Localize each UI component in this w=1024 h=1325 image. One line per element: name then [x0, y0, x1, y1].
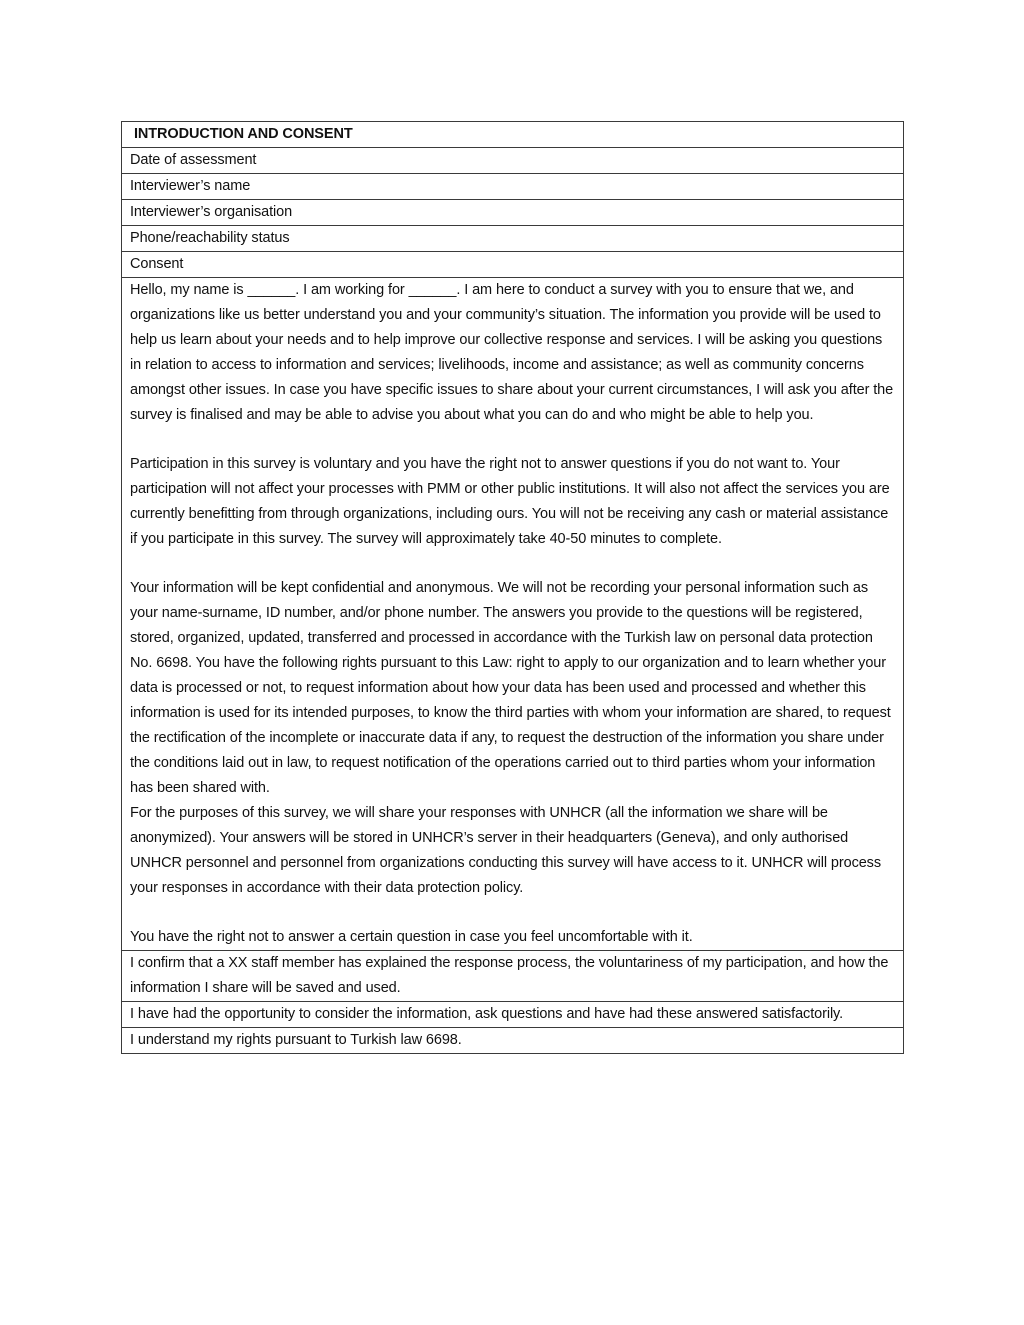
consent-paragraph-data-sharing: For the purposes of this survey, we will share your responses with UNHCR (all the information we share will be anonymized). Your answers will be stored in UNHCR’s server in their headquarters (Geneva), and only authorised UNHCR personnel and personnel from organizations conducting this survey will have access to it. UNHCR will process your responses in accordance with their data protection policy.	[130, 805, 881, 896]
consent-text-cell	[122, 278, 904, 951]
field-label-interviewer-name: Interviewer’s name	[122, 174, 904, 200]
consent-form-table	[121, 121, 904, 1054]
field-label-date-of-assessment: Date of assessment	[122, 148, 904, 174]
field-label-interviewer-organisation: Interviewer’s organisation	[122, 200, 904, 226]
consent-paragraph-right-not-to-answer: You have the right not to answer a certain question in case you feel uncomfortable with it.	[130, 929, 693, 945]
consent-text-row	[122, 278, 904, 951]
confirmation-text-explained: I confirm that a XX staff member has explained the response process, the voluntariness of my participation, and how the information I share will be saved and used.	[122, 951, 904, 1002]
confirmation-row-rights	[122, 1028, 904, 1054]
form-title: INTRODUCTION AND CONSENT	[122, 122, 904, 148]
field-label-phone-reachability: Phone/reachability status	[122, 226, 904, 252]
confirmation-row-opportunity	[122, 1002, 904, 1028]
field-row-date-of-assessment	[122, 148, 904, 174]
consent-paragraph-confidentiality: Your information will be kept confidential and anonymous. We will not be recording your personal information such as your name-surname, ID number, and/or phone number. The answers you provide to the questions will be registered, stored, organized, updated, transferred and processed in accordance with the Turkish law on personal data protection No. 6698. You have the following rights pursuant to this Law: right to apply to our organization and to learn whether your data is processed or not, to request information about how your data has been used and processed and whether this information is used for its intended purposes, to know the third parties with whom your information are shared, to request the rectification of the incomplete or inaccurate data if any, to request the destruction of the information you share under the conditions laid out in law, to request notification of the operations carried out to third parties whom your information has been shared with.	[130, 580, 891, 796]
field-row-consent	[122, 252, 904, 278]
consent-paragraph-voluntary: Participation in this survey is voluntary and you have the right not to answer questions if you do not want to. Your participation will not affect your processes with PMM or other public institutions. It will also not affect the services you are currently benefitting from through organizations, including ours. You will not be receiving any cash or material assistance if you participate in this survey. The survey will approximately take 40-50 minutes to complete.	[130, 456, 890, 547]
field-label-consent: Consent	[122, 252, 904, 278]
field-row-phone-reachability	[122, 226, 904, 252]
confirmation-row-explained	[122, 951, 904, 1002]
header-row	[122, 122, 904, 148]
field-row-interviewer-organisation	[122, 200, 904, 226]
confirmation-text-rights: I understand my rights pursuant to Turkish law 6698.	[122, 1028, 904, 1054]
consent-paragraph-intro: Hello, my name is ______. I am working for ______. I am here to conduct a survey with you to ensure that we, and organizations like us better understand you and your community’s situation. The information you provide will be used to help us learn about your needs and to help improve our collective response and services. I will be asking you questions in relation to access to information and services; livelihoods, income and assistance; as well as community concerns amongst other issues. In case you have specific issues to share about your current circumstances, I will ask you after the survey is finalised and may be able to advise you about what you can do and who might be able to help you.	[130, 282, 894, 423]
confirmation-text-opportunity: I have had the opportunity to consider the information, ask questions and have had these answered satisfactorily.	[122, 1002, 904, 1028]
field-row-interviewer-name	[122, 174, 904, 200]
